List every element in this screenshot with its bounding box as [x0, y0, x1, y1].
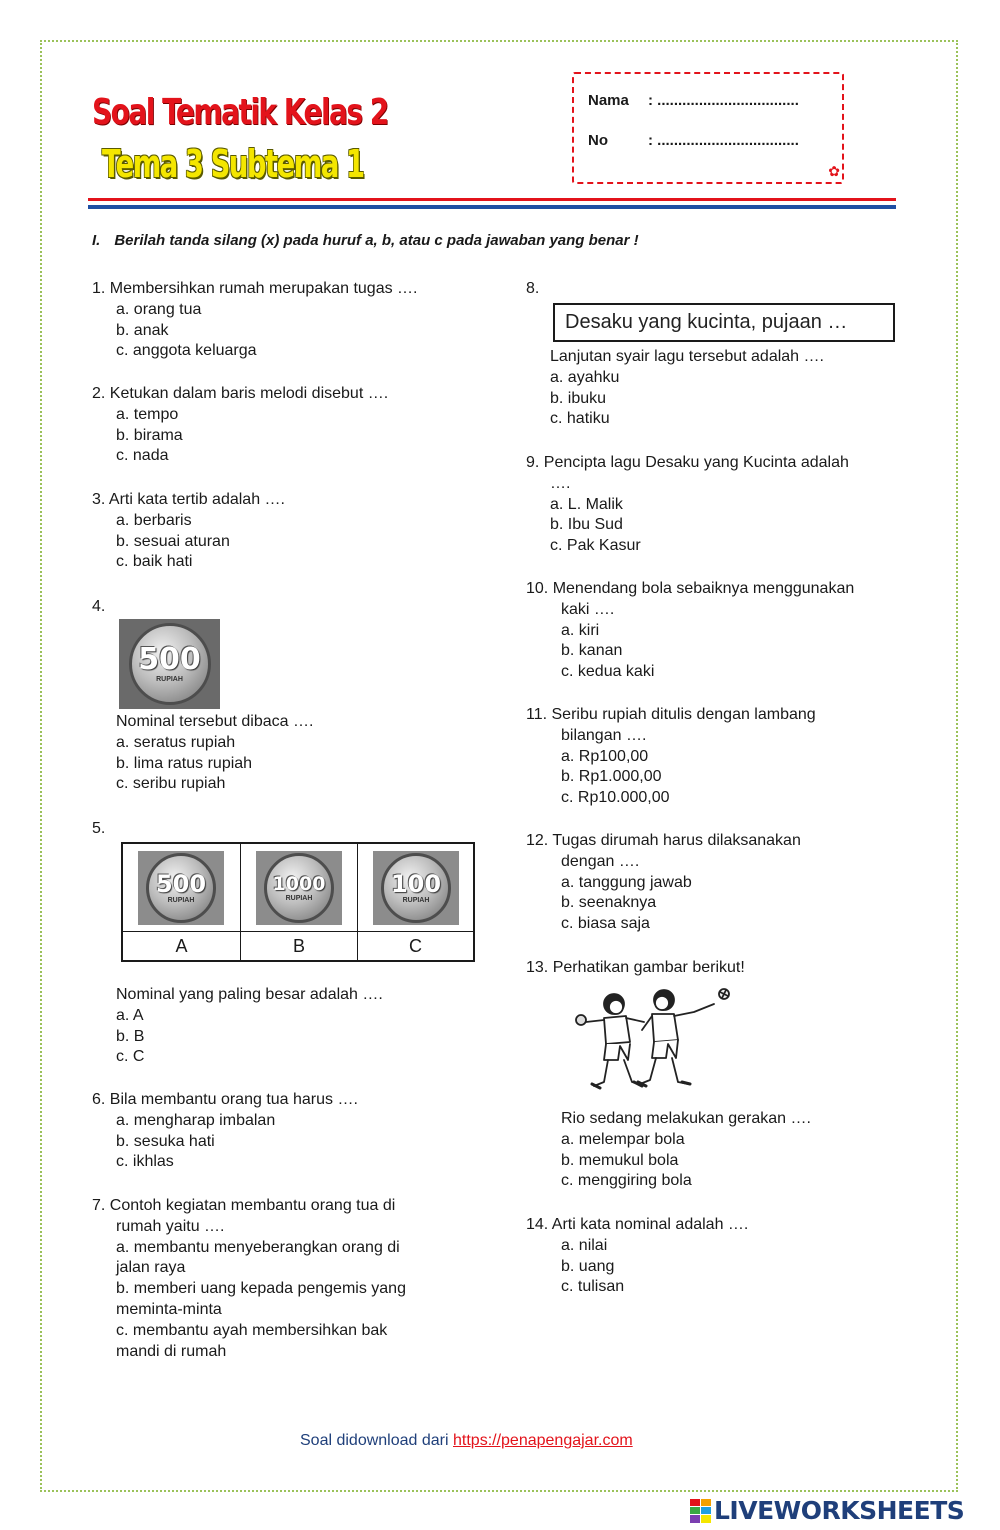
option-c[interactable]: c. membantu ayah membersihkan bak [116, 1321, 388, 1339]
option-b[interactable]: b. sesuai aturan [116, 532, 230, 550]
coin-currency: RUPIAH [402, 897, 430, 904]
instruction-text: Berilah tanda silang (x) pada huruf a, b, atau c pada jawaban yang benar ! [114, 232, 639, 249]
coin-label-b: B [241, 932, 358, 960]
question-6 [92, 1090, 358, 1173]
question-stem-cont: bilangan …. [561, 726, 647, 744]
name-field[interactable]: : .................................. [648, 92, 799, 109]
header-rule-blue [88, 205, 896, 209]
question-3 [92, 490, 285, 573]
option-b[interactable]: b. Ibu Sud [550, 516, 623, 534]
option-b[interactable]: b. memukul bola [561, 1151, 679, 1169]
option-a[interactable]: a. melempar bola [561, 1130, 685, 1148]
option-c[interactable]: c. seribu rupiah [116, 775, 226, 793]
question-text: Nominal yang paling besar adalah …. [116, 986, 383, 1003]
coin-500-image [119, 619, 220, 709]
name-row [588, 92, 799, 109]
option-a[interactable]: a. nilai [561, 1236, 608, 1254]
coin-1000-icon [264, 853, 334, 923]
option-b[interactable]: b. anak [116, 321, 169, 339]
question-stem-cont: kaki …. [561, 600, 615, 618]
coin-label-c: C [409, 935, 422, 956]
question-stem: 14. Arti kata nominal adalah …. [526, 1216, 749, 1233]
question-12 [526, 831, 801, 935]
question-text: Rio sedang melakukan gerakan …. [561, 1110, 811, 1127]
song-lyric-box: Desaku yang kucinta, pujaan … [553, 303, 895, 342]
question-13-stem: 13. Perhatikan gambar berikut! [526, 959, 745, 976]
question-stem: 1. Membersihkan rumah merupakan tugas …. [92, 280, 418, 297]
coin-currency: RUPIAH [285, 894, 313, 902]
number-row [588, 132, 799, 149]
option-b[interactable]: b. birama [116, 426, 183, 444]
footer-link[interactable]: https://penapengajar.com [453, 1432, 633, 1449]
question-stem-cont: …. [550, 474, 571, 492]
coin-500-icon [146, 853, 216, 923]
coin-100-icon [381, 853, 451, 923]
option-a[interactable]: a. membantu menyeberangkan orang di [116, 1238, 400, 1256]
question-stem: 9. Pencipta lagu Desaku yang Kucinta adalah [526, 454, 849, 471]
question-5 [92, 985, 383, 1068]
question-stem: 12. Tugas dirumah harus dilaksanakan [526, 832, 801, 849]
coin-comparison-table [121, 842, 475, 962]
option-c[interactable]: c. nada [116, 447, 169, 465]
coin-cell-a [123, 844, 241, 932]
option-c[interactable]: c. baik hati [116, 553, 193, 571]
question-8-stem: 8. [526, 280, 540, 297]
option-b[interactable]: b. lima ratus rupiah [116, 754, 253, 772]
coin-cell-c [358, 844, 473, 932]
liveworksheets-logo-icon [690, 1499, 710, 1521]
question-2 [92, 384, 388, 467]
question-14 [526, 1215, 748, 1298]
question-stem: 2. Ketukan dalam baris melodi disebut …. [92, 385, 389, 402]
option-a[interactable]: a. berbaris [116, 511, 192, 529]
footer-text: Soal didownload dari [300, 1432, 449, 1449]
question-stem: 10. Menendang bola sebaiknya menggunakan [526, 580, 855, 597]
option-c[interactable]: c. Rp10.000,00 [561, 789, 670, 807]
coin-value: 1000 [272, 872, 326, 895]
question-13 [526, 1109, 811, 1192]
question-stem: 11. Seribu rupiah ditulis dengan lambang [526, 706, 816, 723]
instruction [92, 232, 639, 249]
coin-currency: RUPIAH [167, 897, 195, 904]
liveworksheets-brand[interactable] [690, 1495, 964, 1525]
question-7 [92, 1196, 406, 1362]
option-c[interactable]: c. Pak Kasur [550, 537, 641, 555]
option-c-cont[interactable]: mandi di rumah [116, 1342, 227, 1360]
liveworksheets-wordmark: LIVEWORKSHEETS [714, 1495, 965, 1525]
header-rule-red [88, 198, 896, 201]
question-1 [92, 279, 417, 362]
page-curl-icon: ✿ [828, 163, 840, 179]
question-4 [92, 712, 313, 795]
option-c[interactable]: c. biasa saja [561, 915, 650, 933]
question-4-stem: 4. [92, 598, 106, 615]
option-c[interactable]: c. anggota keluarga [116, 342, 257, 360]
coin-label-a: A [123, 932, 241, 960]
question-text: Nominal tersebut dibaca …. [116, 713, 314, 730]
question-stem-cont: rumah yaitu …. [116, 1217, 225, 1235]
option-a-cont[interactable]: jalan raya [116, 1259, 186, 1277]
option-a[interactable]: a. A [116, 1006, 144, 1024]
question-8 [526, 347, 824, 430]
option-b[interactable]: b. sesuka hati [116, 1132, 215, 1150]
option-a[interactable]: a. tempo [116, 405, 179, 423]
title-sub: Tema 3 Subtema 1 [102, 142, 364, 186]
option-a[interactable]: a. seratus rupiah [116, 733, 236, 751]
option-b[interactable]: b. kanan [561, 642, 623, 660]
option-a[interactable]: a. orang tua [116, 300, 202, 318]
option-b-cont[interactable]: meminta-minta [116, 1300, 222, 1318]
option-a[interactable]: a. kiri [561, 621, 600, 639]
option-b[interactable]: b. uang [561, 1257, 615, 1275]
option-b[interactable]: b. B [116, 1027, 145, 1045]
coin-500-icon [129, 623, 211, 705]
coin-cell-b [241, 844, 358, 932]
coin-value: 500 [155, 870, 207, 898]
option-c[interactable]: c. hatiku [550, 410, 610, 428]
question-11 [526, 705, 816, 809]
coin-currency: RUPIAH [156, 676, 183, 683]
instruction-number: I. [92, 232, 101, 249]
student-id-box [572, 72, 844, 184]
question-stem-cont: dengan …. [561, 852, 640, 870]
question-9 [526, 453, 849, 557]
question-stem: 6. Bila membantu orang tua harus …. [92, 1091, 358, 1108]
title-main: Soal Tematik Kelas 2 [92, 92, 388, 133]
name-label: Nama [588, 92, 629, 109]
option-a[interactable]: a. ayahku [550, 368, 620, 386]
option-b[interactable]: b. ibuku [550, 389, 607, 407]
number-field[interactable]: : .................................. [648, 132, 799, 149]
coin-value: 100 [390, 870, 442, 898]
question-10 [526, 579, 854, 683]
option-a[interactable]: a. L. Malik [550, 495, 623, 513]
number-label: No [588, 132, 608, 149]
option-c[interactable]: c. menggiring bola [561, 1172, 692, 1190]
option-c[interactable]: c. C [116, 1048, 145, 1066]
coin-value: 500 [138, 642, 201, 677]
question-stem: 7. Contoh kegiatan membantu orang tua di [92, 1197, 396, 1214]
option-c[interactable]: c. kedua kaki [561, 663, 655, 681]
footer-credit [300, 1432, 633, 1450]
question-stem: 3. Arti kata tertib adalah …. [92, 491, 285, 508]
option-b[interactable]: b. memberi uang kepada pengemis yang [116, 1280, 406, 1298]
option-a[interactable]: a. mengharap imbalan [116, 1111, 276, 1129]
option-b[interactable]: b. seenaknya [561, 894, 657, 912]
option-c[interactable]: c. tulisan [561, 1278, 625, 1296]
question-text: Lanjutan syair lagu tersebut adalah …. [550, 348, 824, 365]
option-a[interactable]: a. Rp100,00 [561, 747, 649, 765]
option-a[interactable]: a. tanggung jawab [561, 873, 692, 891]
option-c[interactable]: c. ikhlas [116, 1153, 174, 1171]
question-5-stem: 5. [92, 820, 106, 837]
children-throwing-ball-image [566, 986, 736, 1098]
option-b[interactable]: b. Rp1.000,00 [561, 768, 662, 786]
